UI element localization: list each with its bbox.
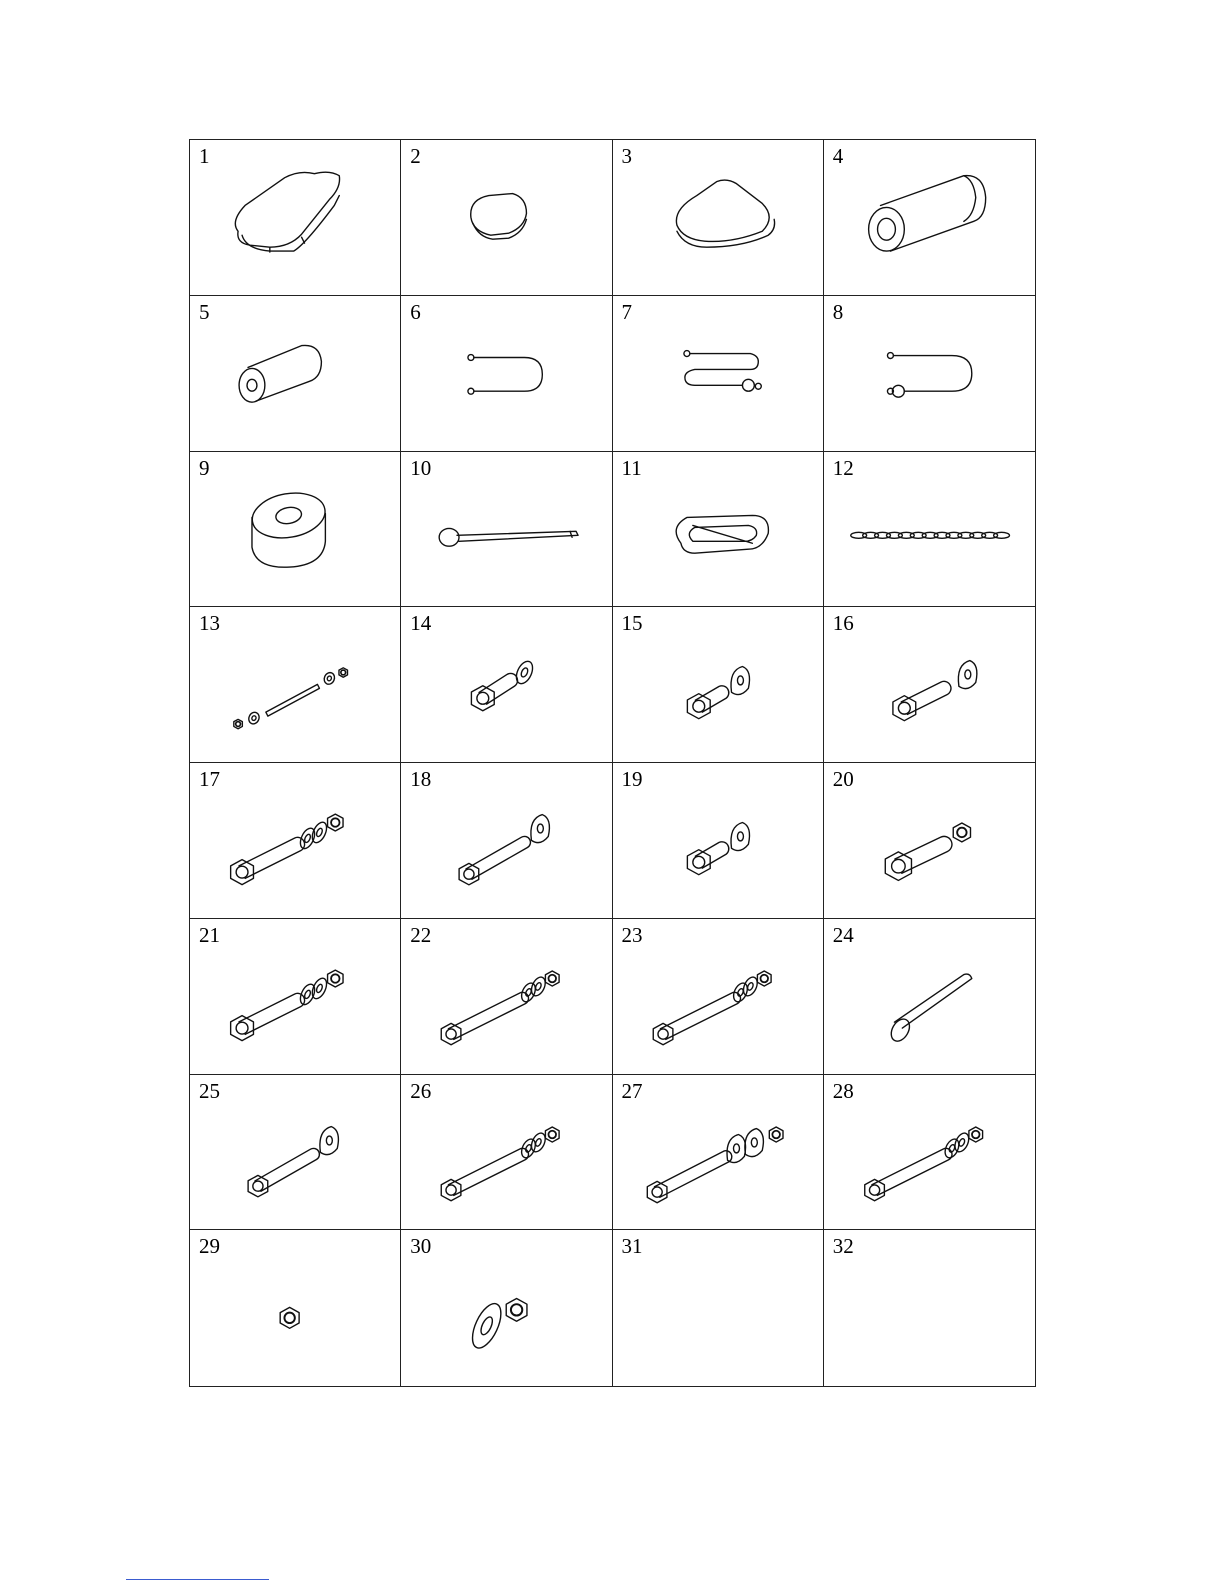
part-cell bbox=[613, 607, 824, 763]
footer-link-underline bbox=[126, 1579, 269, 1580]
part-cell bbox=[824, 763, 1035, 919]
part-number: 6 bbox=[410, 299, 421, 324]
part-number: 1 bbox=[199, 144, 210, 168]
cable-loop-icon bbox=[401, 296, 611, 451]
part-cell bbox=[401, 919, 612, 1075]
part-number: 22 bbox=[410, 922, 432, 947]
small-pad-icon bbox=[401, 140, 611, 295]
part-cell bbox=[401, 452, 612, 608]
part-number: 29 bbox=[199, 1234, 220, 1259]
part-number: 32 bbox=[832, 1234, 854, 1259]
part-cell bbox=[190, 1230, 401, 1386]
part-cell bbox=[190, 919, 401, 1075]
long-bolt-washers-nut-icon bbox=[824, 1075, 1035, 1230]
part-number: 21 bbox=[199, 922, 220, 947]
part-number: 31 bbox=[621, 1234, 643, 1259]
part-number: 8 bbox=[832, 299, 844, 324]
threaded-rod-icon bbox=[190, 607, 400, 762]
pull-pin-icon bbox=[401, 452, 611, 607]
part-cell bbox=[190, 296, 401, 452]
long-bolt-washers-nut-icon bbox=[401, 919, 611, 1074]
cable-long-ball-icon bbox=[613, 296, 823, 451]
part-cell bbox=[824, 1075, 1035, 1231]
part-cell bbox=[401, 140, 612, 296]
part-cell bbox=[190, 452, 401, 608]
back-pad-icon bbox=[613, 140, 823, 295]
part-number: 9 bbox=[199, 455, 210, 480]
foam-roller-small-icon bbox=[190, 296, 400, 451]
part-number: 15 bbox=[621, 611, 643, 636]
part-cell bbox=[824, 1230, 1035, 1386]
part-number: 2 bbox=[410, 144, 421, 168]
carriage-bolt-icon bbox=[824, 919, 1035, 1074]
part-number: 16 bbox=[832, 611, 854, 636]
long-bolt-washers-nut-icon bbox=[613, 919, 823, 1074]
part-cell bbox=[824, 140, 1035, 296]
part-number: 24 bbox=[832, 922, 854, 947]
long-bolt-curved-washers-nut-icon bbox=[613, 1075, 823, 1230]
part-number: 26 bbox=[410, 1078, 432, 1103]
short-bolt-curved-washer-icon bbox=[613, 763, 823, 918]
part-cell bbox=[190, 763, 401, 919]
part-cell bbox=[613, 1230, 824, 1386]
part-number: 28 bbox=[832, 1078, 854, 1103]
part-cell bbox=[824, 296, 1035, 452]
chain-icon bbox=[824, 452, 1035, 607]
part-number: 13 bbox=[199, 611, 220, 636]
part-cell bbox=[613, 919, 824, 1075]
part-number: 12 bbox=[832, 455, 854, 480]
part-cell bbox=[824, 607, 1035, 763]
part-cell bbox=[401, 1230, 612, 1386]
part-cell bbox=[613, 763, 824, 919]
part-cell bbox=[190, 140, 401, 296]
part-cell bbox=[401, 763, 612, 919]
part-number: 19 bbox=[621, 767, 643, 791]
washer-nut-icon bbox=[401, 1230, 611, 1386]
part-number: 4 bbox=[832, 144, 844, 168]
short-bolt-curved-washer-icon bbox=[613, 607, 823, 762]
part-number: 10 bbox=[410, 455, 432, 480]
part-cell bbox=[190, 607, 401, 763]
part-number: 7 bbox=[621, 299, 632, 324]
part-number: 20 bbox=[832, 767, 854, 791]
part-number: 5 bbox=[199, 299, 210, 324]
bolt-curved-washer-icon bbox=[824, 607, 1035, 762]
part-cell bbox=[824, 919, 1035, 1075]
seat-pad-icon bbox=[190, 140, 400, 295]
parts-grid bbox=[189, 139, 1036, 1387]
part-cell bbox=[401, 607, 612, 763]
long-bolt-curved-washer-icon bbox=[190, 1075, 400, 1230]
part-cell bbox=[613, 296, 824, 452]
part-cell bbox=[613, 140, 824, 296]
part-cell bbox=[613, 1075, 824, 1231]
spacer-ring-icon bbox=[190, 452, 400, 607]
part-number: 14 bbox=[410, 611, 432, 636]
part-number: 25 bbox=[199, 1078, 220, 1103]
part-cell bbox=[401, 1075, 612, 1231]
part-number: 17 bbox=[199, 767, 220, 791]
part-number: 18 bbox=[410, 767, 432, 791]
part-number: 30 bbox=[410, 1234, 432, 1259]
part-cell bbox=[190, 1075, 401, 1231]
snap-hook-icon bbox=[613, 452, 823, 607]
cable-ball-icon bbox=[824, 296, 1035, 451]
foam-roller-large-icon bbox=[824, 140, 1035, 295]
part-number: 23 bbox=[621, 922, 643, 947]
bolt-nut-icon bbox=[824, 763, 1035, 918]
part-cell bbox=[401, 296, 612, 452]
bolt-washers-nut-icon bbox=[190, 919, 400, 1074]
short-bolt-washer-icon bbox=[401, 607, 611, 762]
part-cell bbox=[613, 452, 824, 608]
part-cell bbox=[824, 452, 1035, 608]
part-number: 3 bbox=[621, 144, 632, 168]
part-number: 27 bbox=[621, 1078, 643, 1103]
long-bolt-washers-nut-icon bbox=[401, 1075, 611, 1230]
part-number: 11 bbox=[621, 455, 642, 480]
bolt-washers-nut-icon bbox=[190, 763, 400, 918]
nut-icon bbox=[190, 1230, 400, 1386]
long-bolt-curved-washer-icon bbox=[401, 763, 611, 918]
